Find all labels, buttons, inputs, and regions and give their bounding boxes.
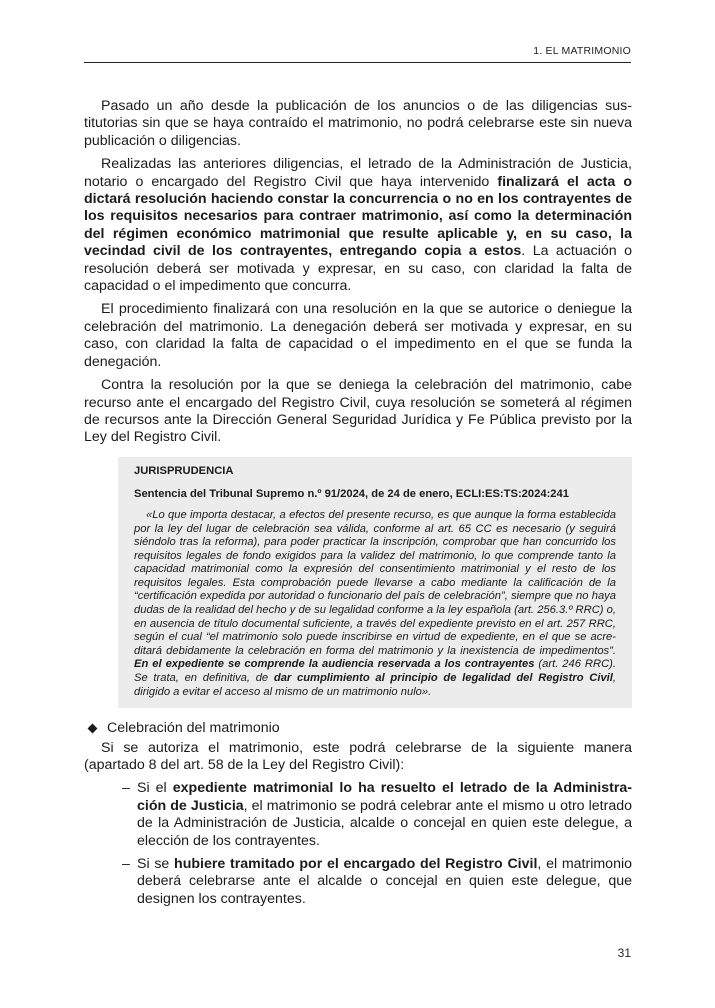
celebration-list xyxy=(84,780,632,908)
quote-emphasis: En el expediente se comprende la audiencia reservada a los contrayentes xyxy=(134,658,535,671)
paragraph-appeal: Contra la resolución por la que se deniega la celebración del matrimonio, cabe recurso ante el encargado del Registro Civil, cuya resolución se someterá al régimen de recursos ante la Dirección General Seguridad Jurídica y Fe Pública previsto por la Ley del Registro Civil. xyxy=(84,377,632,446)
list-text: Si el xyxy=(137,780,173,797)
page-number: 31 xyxy=(617,946,631,960)
paragraph-text: . La actuación o resolución deberá ser motivada y expresar, en su caso, con claridad la falta de capacidad o el impedimento que concurra. xyxy=(84,243,632,295)
emphasis-text: finalizará el acta o dictará resolución haciendo constar la concurrencia o no en los contrayentes de los requisitos necesarios para contraer matrimonio, así como la determinación del régimen económico matrimonial que resulte aplicable y, en su caso, la vecindad civil de los contrayentes, entregando copia a estos xyxy=(84,173,632,260)
list-emphasis: expediente matrimonial lo ha resuelto el letrado de la Administración de Justicia xyxy=(137,780,632,814)
quote-emphasis: dar cumplimiento al principio de legalidad del Registro Civil xyxy=(273,672,613,685)
list-item xyxy=(122,780,632,850)
jurisprudence-reference: Sentencia del Tribunal Supremo n.º 91/2024, de 24 de enero, ECLI:ES:TS:2024:241 xyxy=(134,488,569,501)
quote-text: «Lo que importa destacar, a efectos del presente recurso, es que aunque la forma establecida por la ley del lugar de celebración sea válida, conforme al art. 65 CC es necesario (y seguirá siéndolo tras la reforma), para poder practicar la inscripción, comprobar que han concurrido los requisitos legales de fondo exigidos para la validez del matrimonio, lo que comprende tanto la capacidad matrimonial como la expresión del consentimiento matrimonial y el resto de los requisitos legales. Esta comprobación puede llevarse a cabo mediante la calificación de la “certificación expedida por autoridad o funcionario del país de celebración”, siempre que no haya dudas de la realidad del hecho y de su legalidad conforme a la ley española (art. 256.3.º RRC) o, en ausencia de título documental suficiente, a través del expediente previsto en el art. 257 RRC, según el cual “el matrimonio solo puede inscribirse en virtud de expediente, en el que se acreditará debidamente la celebración en forma del matrimonio y la inexistencia de impedimentos”. xyxy=(134,508,616,657)
list-text: , el matrimonio se podrá celebrar ante el mismo u otro letrado de la Administración de Justicia, alcalde o concejal en quien este delegue, a elección de los contrayentes. xyxy=(137,797,632,849)
paragraph-celebration-intro: Si se autoriza el matrimonio, este podrá celebrarse de la siguiente manera (apartado 8 del art. 58 de la Ley del Registro Civil): xyxy=(84,739,632,774)
diamond-icon xyxy=(88,724,98,734)
header-rule xyxy=(84,62,631,63)
running-header: 1. EL MATRIMONIO xyxy=(533,45,631,57)
quote-text: , dirigido a evitar el acceso al mismo de un matrimonio nulo». xyxy=(134,672,617,698)
list-emphasis: hubiere tramitado por el encargado del Registro Civil xyxy=(174,856,538,873)
paragraph-publication: Pasado un año desde la publicación de los anuncios o de las diligencias sustitutorias sin que se haya contraído el matrimonio, no podrá celebrarse este sin nueva publicación o diligencias. xyxy=(84,98,632,149)
list-item xyxy=(122,856,632,908)
quote-text: (art. 246 RRC). Se trata, en definitiva, de xyxy=(134,658,616,685)
paragraph-procedure: El procedimiento finalizará con una resolución en la que se autorice o deniegue la celebración del matrimonio. La denegación deberá ser motivada y expresar, en su caso, con claridad la falta de capacidad o el impedimento en el que se funda la denegación. xyxy=(84,301,632,370)
list-text: , el matrimonio deberá celebrarse ante el alcalde o concejal en quien este delegue, que designen los contrayentes. xyxy=(137,856,632,907)
jurisprudence-title: JURISPRUDENCIA xyxy=(134,464,234,477)
section-heading xyxy=(84,720,632,737)
page-body xyxy=(84,98,632,914)
section-heading-text: Celebración del matrimonio xyxy=(107,720,280,737)
jurisprudence-quote xyxy=(134,509,616,699)
jurisprudence-box xyxy=(118,457,632,709)
dash-icon: – xyxy=(122,856,130,873)
paragraph-text: Realizadas las anteriores diligencias, el letrado de la Administración de Justicia, notario o encargado del Registro Civil que haya intervenido xyxy=(84,156,632,190)
dash-icon: – xyxy=(122,780,130,797)
paragraph-diligencias xyxy=(84,156,632,295)
list-text: Si se xyxy=(137,856,175,873)
